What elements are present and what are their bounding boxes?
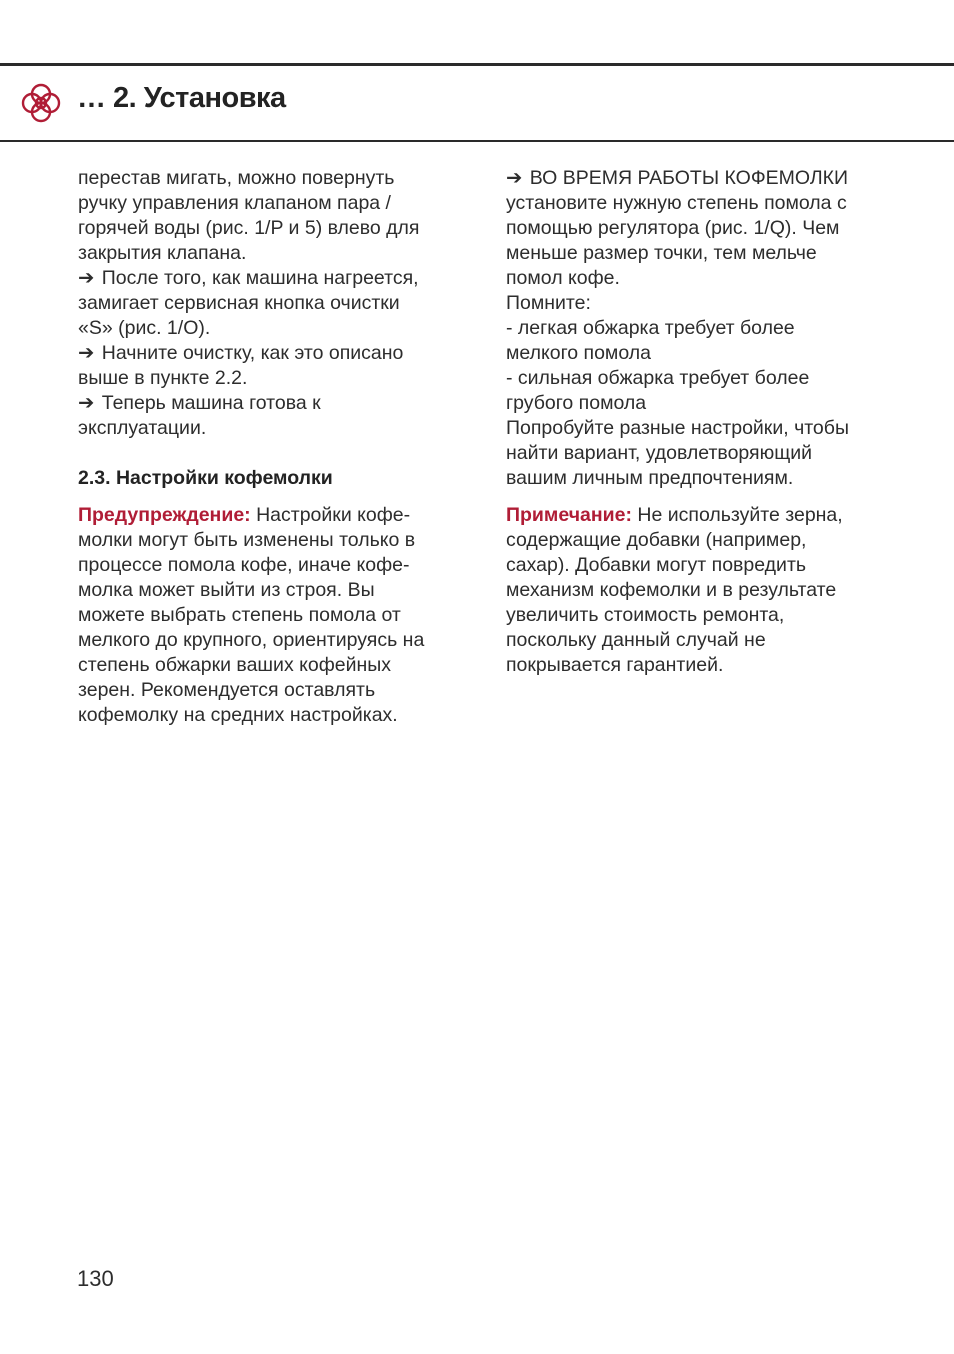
arrow-right-icon: ➔ bbox=[506, 167, 523, 189]
text-line: ручку управления клапаном пара / bbox=[78, 192, 391, 214]
step-text: Теперь машина готова к bbox=[101, 392, 321, 414]
text-line: грубого помола bbox=[506, 392, 647, 414]
text-line: замигает сервисная кнопка очистки bbox=[78, 292, 400, 314]
right-column bbox=[506, 166, 890, 678]
arrow-right-icon: ➔ bbox=[78, 392, 95, 414]
text-line: Попробуйте разные настройки, чтобы bbox=[506, 417, 849, 439]
note-paragraph bbox=[506, 503, 890, 678]
text-line bbox=[78, 391, 462, 416]
arrow-right-icon: ➔ bbox=[78, 267, 95, 289]
intro-paragraph bbox=[78, 166, 462, 266]
grinder-instruction bbox=[506, 166, 890, 491]
header-bottom-rule bbox=[0, 140, 954, 142]
page-number: 130 bbox=[77, 1266, 114, 1291]
warning-text: Настройки кофе- bbox=[256, 504, 411, 526]
step-text: Начните очистку, как это описано bbox=[101, 342, 404, 364]
text-line bbox=[506, 166, 890, 191]
page-title: … 2. Установка bbox=[77, 82, 286, 114]
text-line: перестав мигать, можно повернуть bbox=[78, 167, 395, 189]
text-line: зерен. Рекомендуется оставлять bbox=[78, 679, 376, 701]
header-top-rule bbox=[0, 63, 954, 66]
warning-paragraph bbox=[78, 503, 462, 728]
section-heading: 2.3. Настройки кофемолки bbox=[78, 467, 333, 489]
step-start-cleaning bbox=[78, 341, 462, 391]
text-line: сахар). Добавки могут повредить bbox=[506, 554, 807, 576]
note-text: Не используйте зерна, bbox=[637, 504, 843, 526]
text-line: увеличить стоимость ремонта, bbox=[506, 604, 785, 626]
text-line: Помните: bbox=[506, 292, 591, 314]
text-line bbox=[506, 503, 890, 528]
text-line: закрытия клапана. bbox=[78, 242, 247, 264]
text-line: - легкая обжарка требует более bbox=[506, 317, 795, 339]
text-line bbox=[78, 503, 462, 528]
text-line: найти вариант, удовлетворяющий bbox=[506, 442, 813, 464]
text-line: вашим личным предпочтениям. bbox=[506, 467, 794, 489]
text-line: горячей воды (рис. 1/P и 5) влево для bbox=[78, 217, 420, 239]
text-line: молка может выйти из строя. Вы bbox=[78, 579, 375, 601]
text-line: поскольку данный случай не bbox=[506, 629, 766, 651]
text-line bbox=[78, 266, 462, 291]
text-line bbox=[78, 341, 462, 366]
left-column bbox=[78, 166, 462, 728]
arrow-right-icon: ➔ bbox=[78, 342, 95, 364]
text-line: можете выбрать степень помола от bbox=[78, 604, 401, 626]
note-label: Примечание: bbox=[506, 504, 632, 526]
text-line: - сильная обжарка требует более bbox=[506, 367, 810, 389]
text-line: помол кофе. bbox=[506, 267, 620, 289]
text-line: кофемолку на средних настройках. bbox=[78, 704, 398, 726]
text-line: помощью регулятора (рис. 1/Q). Чем bbox=[506, 217, 840, 239]
text-line: покрывается гарантией. bbox=[506, 654, 724, 676]
text-line: механизм кофемолки и в результате bbox=[506, 579, 837, 601]
text-line: эксплуатации. bbox=[78, 417, 207, 439]
instruction-text: ВО ВРЕМЯ РАБОТЫ КОФЕМОЛКИ bbox=[529, 167, 849, 189]
step-text: После того, как машина нагреется, bbox=[101, 267, 419, 289]
warning-label: Предупреждение: bbox=[78, 504, 251, 526]
flower-logo-icon bbox=[18, 80, 64, 126]
text-line: «S» (рис. 1/O). bbox=[78, 317, 211, 339]
step-machine-ready bbox=[78, 391, 462, 441]
text-line: степень обжарки ваших кофейных bbox=[78, 654, 392, 676]
text-line: выше в пункте 2.2. bbox=[78, 367, 248, 389]
text-line: установите нужную степень помола с bbox=[506, 192, 847, 214]
step-after-heating bbox=[78, 266, 462, 341]
text-line: мелкого до крупного, ориентируясь на bbox=[78, 629, 425, 651]
text-line: меньше размер точки, тем мельче bbox=[506, 242, 817, 264]
text-line: молки могут быть изменены только в bbox=[78, 529, 416, 551]
text-line: процессе помола кофе, иначе кофе- bbox=[78, 554, 410, 576]
text-line: содержащие добавки (например, bbox=[506, 529, 807, 551]
text-line: мелкого помола bbox=[506, 342, 651, 364]
